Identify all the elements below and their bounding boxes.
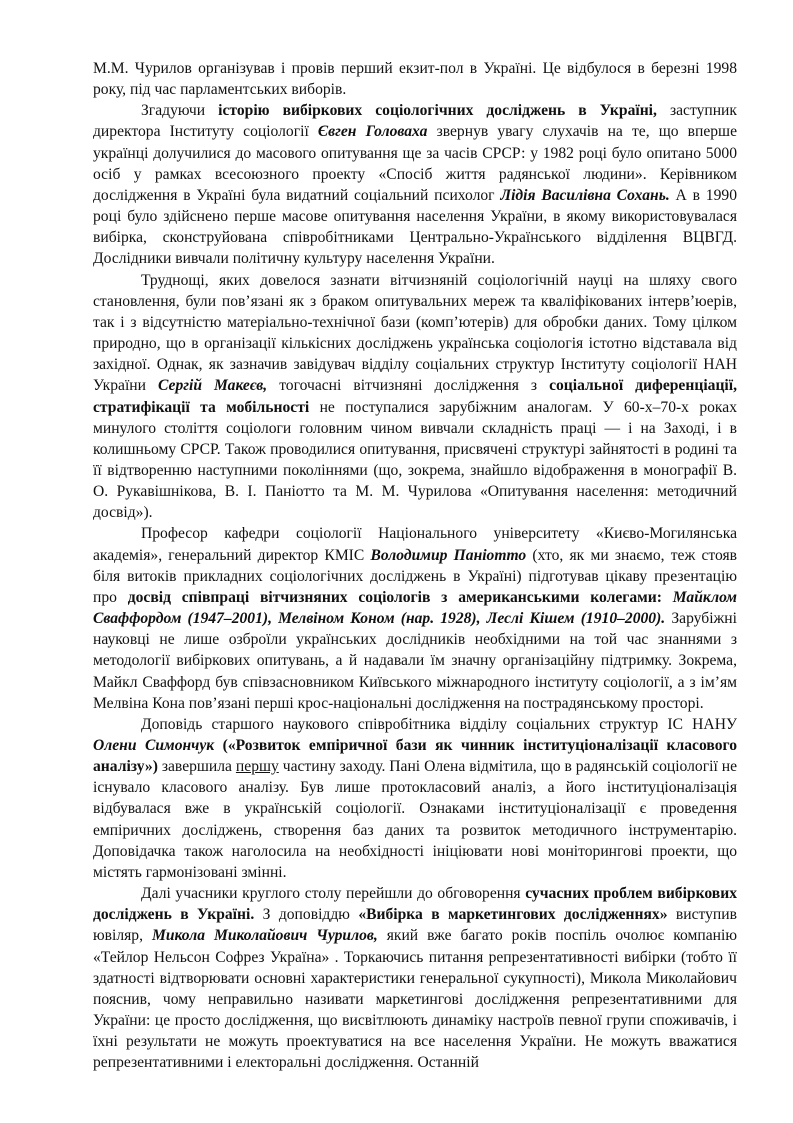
paragraph-2 (93, 100, 737, 269)
bold-italic-name: Майклом Сваффордом (1947–2001), Мелвіном Коном (нар. 1928), Леслі Кішем (1910–2000). (93, 588, 737, 628)
text-run: Згадуючи (141, 102, 219, 120)
bold-text: соціальної диференціації, стратифікації та мобільності (93, 377, 737, 416)
paragraph-6 (93, 883, 737, 1073)
text-run: Далі учасники круглого столу перейшли до обговорення (141, 885, 526, 903)
bold-text: досвід співпраці вітчизняних соціологів з американськими колегами: (127, 588, 662, 606)
bold-italic-name: Володимир Паніотто (370, 546, 527, 564)
bold-italic-name: Олени Симончук (93, 737, 215, 754)
paragraph-4 (93, 523, 737, 713)
text-run: тогочасні вітчизняні дослідження з (267, 377, 550, 395)
bold-italic-name: Микола Миколайович Чурилов, (151, 927, 378, 945)
paragraph-1 (93, 58, 737, 100)
text-run: А в 1990 році було здійснено перше масове опитування населення України, в якому використовувалася вибірка, сконструйована співробітниками Центрально-Українського відділення ВЦВГД. Дослідники вивчали політичну культуру населення України. (93, 186, 737, 268)
text-run: не поступалися зарубіжним аналогам. У 60-х–70-х роках минулого століття соціологи головним чином вивчали складність праці — і на Заході, і в колишньому СРСР. Також проводилися опитування, присвячені структурі зайнятості в родині та її відтворенню наступними поколіннями (що, зокрема, знайшло відображення в монографії В. О. Рукавішнікова, В. І. Паніотто та М. М. Чурилова «Опитування населення: методичний досвід»). (93, 398, 737, 522)
text-run (214, 737, 222, 754)
text-run: який вже багато років поспіль очолює компанію «Тейлор Нельсон Софрез Україна» . Торкаючись питання репрезентативності вибірки (тобто її здатності відтворювати основні характеристики генеральної сукупності), Микола Миколайович пояснив, чому неправильно називати маркетингові дослідження репрезентативними для України: це просто дослідження, що висвітлюють динаміку настроїв певної групи споживачів, і їхні результати не можуть проектуватися на все населення України. Не можуть вважатися репрезентативними і електоральні дослідження. Останній (93, 927, 737, 1072)
text-run: частину заходу. Пані Олена відмітила, що в радянській соціології не існувало класового аналізу. Був лише протокласовий аналіз, а його інституціоналізація відбувалася вже в українській соціології. Ознаками інституціоналізації є проведення емпіричних досліджень, створення баз даних та розвиток методичного інструментарію. Доповідачка також наголосила на необхідності ініціювати нові моніторингові проекти, що містять гармонізовані змінні. (93, 758, 737, 881)
bold-text: «Вибірка в маркетингових дослідженнях» (358, 906, 668, 924)
text-run: З доповіддю (254, 906, 359, 924)
paragraph-3 (93, 270, 737, 524)
text-run: завершила (157, 758, 236, 776)
paragraph-5 (93, 714, 737, 883)
bold-text: історію вибіркових соціологічних досліджень в Україні, (218, 102, 657, 120)
bold-text: сучасних проблем вибіркових досліджень в Україні. (93, 885, 737, 924)
text-run: Труднощі, яких довелося зазнати вітчизняній соціологічній науці на шляху свого становлення, були пов’язані як з браком опитувальних мереж та кваліфікованих інтерв’юерів, так і з відсутністю матеріально-технічної бази (комп’ютерів) для обробки даних. Тому цілком природно, що в організації кількісних досліджень українська соціологія істотно відставала від західної. Однак, як зазначив завідувач відділу соціальних структур Інституту соціології НАН України (93, 271, 737, 395)
text-run: (хто, як ми знаємо, теж стояв біля витоків прикладних соціологічних досліджень в Україні) підготував цікаву презентацію про (93, 546, 738, 606)
text-run (662, 589, 673, 606)
bold-text: («Розвиток емпіричної бази як чинник інституціоналізації класового аналізу») (93, 737, 737, 776)
bold-italic-name: Сергій Макеєв, (158, 377, 268, 395)
bold-italic-name: Євген Головаха (317, 123, 428, 141)
underlined-text: першу (235, 758, 279, 776)
bold-italic-name: Лідія Василівна Сохань. (500, 186, 670, 204)
text-run: звернув увагу слухачів на те, що вперше українці долучилися до масового опитування ще за часів СРСР: у 1982 році було опитано 5000 осіб у рамках всесоюзного проекту «Спосіб життя радянської людини». Керівником дослідження в Україні була видатний соціальний психолог (93, 123, 737, 204)
text-run: Доповідь старшого наукового співробітника відділу соціальних структур ІС НАНУ (141, 715, 737, 733)
text-run: Зарубіжні науковці не лише озброїли українських дослідників необхідними на той час знаннями з методології вибіркових опитувань, а й надавали їм значну організаційну підтримку. Зокрема, Майкл Сваффорд був співзасновником Київського міжнародного інституту соціології, а з ім’ям Мелвіна Кона пов’язані перші крос-національні дослідження на пострадянському просторі. (93, 610, 737, 712)
text-run: М.М. Чурилов організував і провів перший екзит-пол в Україні. Це відбулося в березні 1998 року, під час парламентських виборів. (93, 60, 737, 99)
text-run: виступив ювіляр, (93, 906, 737, 945)
text-run: заступник директора Інституту соціології (93, 102, 737, 141)
text-run: Професор кафедри соціології Національного університету «Києво-Могилянська академія», генеральний директор КМІС (93, 525, 737, 564)
